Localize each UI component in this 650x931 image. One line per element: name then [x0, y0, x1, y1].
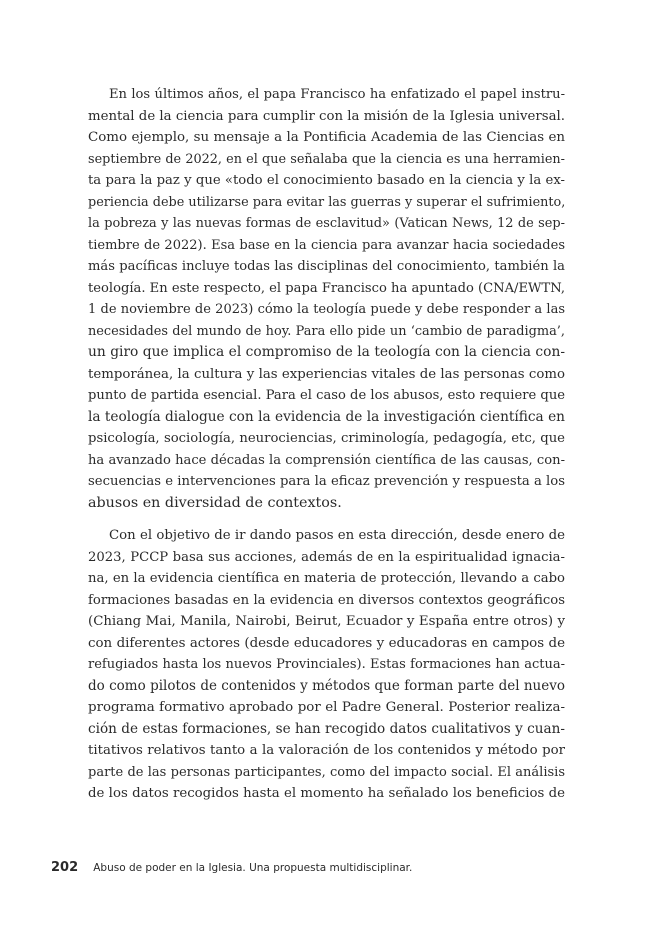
page-number: 202 — [51, 860, 79, 875]
text-line: Con el objetivo de ir dando pasos en esta dirección, desde enero de — [109, 528, 565, 543]
text-line: programa formativo aprobado por el Padre General. Posterior realiza- — [88, 700, 565, 715]
text-line: titativos relativos tanto a la valoración de los contenidos y método por — [88, 743, 565, 758]
text-line: de los datos recogidos hasta el momento ha señalado los beneficios de — [88, 786, 565, 801]
text-line: la pobreza y las nuevas formas de esclavitud» (Vatican News, 12 de sep- — [88, 216, 565, 231]
text-line: tiembre de 2022). Esa base en la ciencia para avanzar hacia sociedades — [88, 237, 565, 253]
text-line: con diferentes actores (desde educadores y educadoras en campos de — [88, 635, 565, 651]
text-line: septiembre de 2022, en el que señalaba que la ciencia es una herramien- — [88, 151, 565, 167]
text-line: ha avanzado hace décadas la comprensión científica de las causas, con- — [88, 452, 565, 468]
text-line: parte de las personas participantes, como del impacto social. El análisis — [88, 764, 565, 780]
text-line: do como pilotos de contenidos y métodos que forman parte del nuevo — [88, 677, 565, 694]
text-line: más pacíficas incluye todas las disciplinas del conocimiento, también la — [88, 259, 565, 274]
text-line: necesidades del mundo de hoy. Para ello pide un ‘cambio de paradigma’, — [88, 323, 565, 339]
running-title: Abuso de poder en la Iglesia. Una propuesta multidisciplinar. — [93, 862, 413, 874]
text-line: abusos en diversidad de contextos. — [88, 494, 342, 511]
text-line: formaciones basadas en la evidencia en diversos contextos geográficos — [88, 592, 565, 608]
text-line: psicología, sociología, neurociencias, criminología, pedagogía, etc, que — [88, 431, 565, 446]
text-line: ta para la paz y que «todo el conocimiento basado en la ciencia y la ex- — [88, 173, 565, 188]
text-line: un giro que implica el compromiso de la teología con la ciencia con- — [88, 344, 565, 360]
body-text — [88, 84, 565, 805]
text-line: temporánea, la cultura y las experiencias vitales de las personas como — [88, 366, 565, 382]
paragraph — [88, 525, 565, 805]
paragraph — [88, 84, 565, 514]
text-line: Como ejemplo, su mensaje a la Pontificia Academia de las Ciencias en — [88, 130, 565, 145]
text-line: na, en la evidencia científica en materia de protección, llevando a cabo — [88, 571, 565, 586]
text-line: periencia debe utilizarse para evitar las guerras y superar el sufrimiento, — [88, 194, 565, 210]
paragraph-spacer — [88, 514, 565, 525]
text-line: la teología dialogue con la evidencia de la investigación científica en — [88, 408, 565, 425]
page-footer — [51, 856, 571, 875]
text-line: (Chiang Mai, Manila, Nairobi, Beirut, Ecuador y España entre otros) y — [88, 614, 565, 629]
text-line: secuencias e intervenciones para la eficaz prevención y respuesta a los — [88, 474, 565, 489]
text-line: En los últimos años, el papa Francisco ha enfatizado el papel instru- — [109, 87, 565, 102]
text-line: refugiados hasta los nuevos Provinciales). Estas formaciones han actua- — [88, 657, 565, 672]
text-line: 1 de noviembre de 2023) cómo la teología puede y debe responder a las — [88, 302, 565, 317]
text-line: teología. En este respecto, el papa Francisco ha apuntado (CNA/EWTN, — [88, 280, 565, 296]
text-line: mental de la ciencia para cumplir con la misión de la Iglesia universal. — [88, 108, 565, 124]
text-line: ción de estas formaciones, se han recogido datos cualitativos y cuan- — [88, 720, 565, 737]
text-line: 2023, PCCP basa sus acciones, además de en la espiritualidad ignacia- — [88, 549, 565, 565]
text-line: punto de partida esencial. Para el caso de los abusos, esto requiere que — [88, 388, 565, 403]
